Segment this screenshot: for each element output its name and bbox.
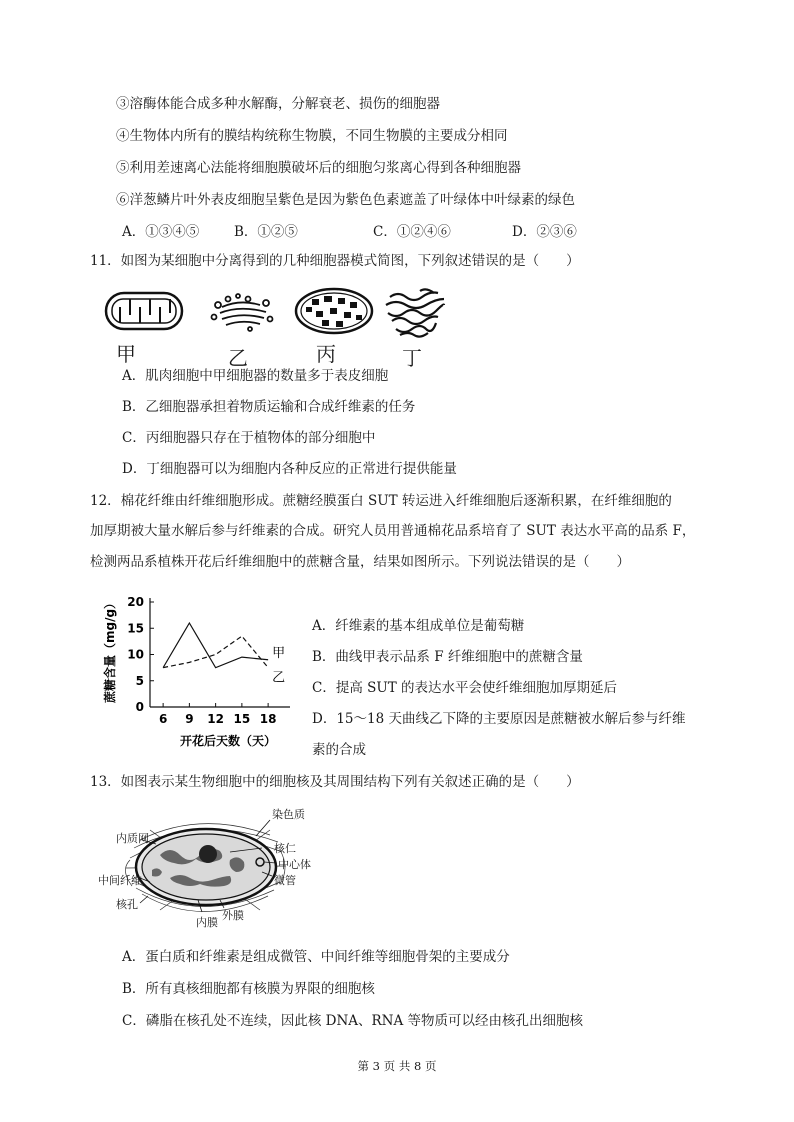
nucleolus (199, 845, 217, 863)
q11-option-a: A．肌肉细胞中甲细胞器的数量多于表皮细胞 (122, 368, 389, 384)
q10-item-5: ⑤利用差速离心法能将细胞膜破坏后的细胞匀浆离心得到各种细胞器 (116, 160, 521, 176)
x-tick-label: 18 (259, 712, 277, 726)
x-tick-label: 15 (233, 712, 251, 726)
q10-option-d: D．②③⑥ (512, 224, 577, 240)
organelle-figure (100, 285, 460, 350)
q12-stem-line-2: 加厚期被大量水解后参与纤维素的合成。研究人员用普通棉花品系培育了 SUT 表达水平高的品系 F， (90, 523, 696, 539)
q11-option-b: B．乙细胞器承担着物质运输和合成纤维素的任务 (122, 399, 416, 415)
series-line-1 (163, 623, 268, 668)
q10-item-4: ④生物体内所有的膜结构统称生物膜，不同生物膜的主要成分相同 (116, 128, 508, 144)
label-centriole: 中心体 (278, 858, 311, 871)
series-label-2: 乙 (272, 670, 286, 686)
sucrose-chart (100, 590, 300, 755)
golgi-drawing (212, 294, 273, 331)
nuclear-envelope-inner (142, 834, 270, 900)
x-tick-label: 9 (185, 712, 194, 726)
label-nucleolus: 核仁 (274, 842, 296, 855)
q12-stem-line-3: 检测两品系植株开花后纤维细胞中的蔗糖含量，结果如图所示。下列说法错误的是（ ） (90, 554, 630, 570)
q12-option-d: D．15～18 天曲线乙下降的主要原因是蔗糖被水解后参与纤维 (312, 711, 686, 727)
y-tick-label: 20 (127, 595, 144, 609)
label-outer-membrane: 外膜 (222, 909, 244, 922)
y-axis-label: 蔗糖含量（mg/g） (103, 596, 117, 704)
label-microtubule: 微管 (274, 874, 296, 887)
q12-option-a: A．纤维素的基本组成单位是葡萄糖 (312, 618, 525, 634)
q12-option-c: C．提高 SUT 的表达水平会使纤维细胞加厚期延后 (312, 680, 618, 696)
q11-stem: 11．如图为某细胞中分离得到的几种细胞器模式简图，下列叙述错误的是（ ） (90, 253, 580, 269)
q12-option-d-continued: 素的合成 (312, 742, 366, 758)
mitochondrion-drawing (106, 293, 182, 329)
q13-option-c: C．磷脂在核孔处不连续，因此核 DNA、RNA 等物质可以经由核孔出细胞核 (122, 1013, 584, 1029)
label-er: 内质网 (116, 832, 149, 845)
label-bing: 丙 (316, 342, 336, 366)
label-nuclear-pore: 核孔 (116, 898, 138, 911)
series-label-1: 甲 (272, 645, 286, 661)
q11-option-d: D．丁细胞器可以为细胞内各种反应的正常进行提供能量 (122, 461, 457, 477)
er-drawing (386, 289, 444, 336)
y-tick-label: 10 (127, 647, 144, 662)
q10-item-6: ⑥洋葱鳞片叶外表皮细胞呈紫色是因为紫色色素遮盖了叶绿体中叶绿素的绿色 (116, 192, 575, 208)
x-tick-label: 12 (207, 712, 224, 726)
q13-option-b: B．所有真核细胞都有核膜为界限的细胞核 (122, 981, 375, 997)
q13-option-a: A．蛋白质和纤维素是组成微管、中间纤维等细胞骨架的主要成分 (122, 949, 510, 965)
q10-option-b: B．①②⑤ (234, 224, 298, 240)
x-axis-label: 开花后天数（天） (179, 734, 277, 748)
label-ding: 丁 (402, 346, 422, 370)
page-footer: 第 3 页 共 8 页 (357, 1059, 437, 1073)
x-tick-label: 6 (158, 712, 168, 726)
chloroplast-drawing (296, 289, 372, 333)
y-tick-label: 5 (135, 673, 144, 688)
q13-stem: 13．如图表示某生物细胞中的细胞核及其周围结构下列有关叙述正确的是（ ） (90, 774, 580, 790)
q12-option-b: B．曲线甲表示品系 F 纤维细胞中的蔗糖含量 (312, 649, 583, 665)
label-intermediate-filament: 中间纤维 (98, 874, 142, 887)
q10-option-c: C．①②④⑥ (373, 224, 451, 240)
y-tick-label: 0 (135, 700, 144, 714)
y-tick-label: 15 (127, 621, 144, 636)
label-inner-membrane: 内膜 (196, 916, 218, 929)
q10-item-3: ③溶酶体能合成多种水解酶，分解衰老、损伤的细胞器 (116, 96, 440, 112)
q10-option-a: A．①③④⑤ (122, 224, 200, 240)
q11-option-c: C．丙细胞器只存在于植物体的部分细胞中 (122, 430, 376, 446)
label-jia: 甲 (116, 342, 136, 366)
q12-stem-line-1: 12．棉花纤维由纤维细胞形成。蔗糖经膜蛋白 SUT 转运进入纤维细胞后逐渐积累，在纤维细胞的 (90, 493, 672, 509)
label-yi: 乙 (228, 346, 248, 370)
label-chromatin: 染色质 (272, 808, 305, 821)
